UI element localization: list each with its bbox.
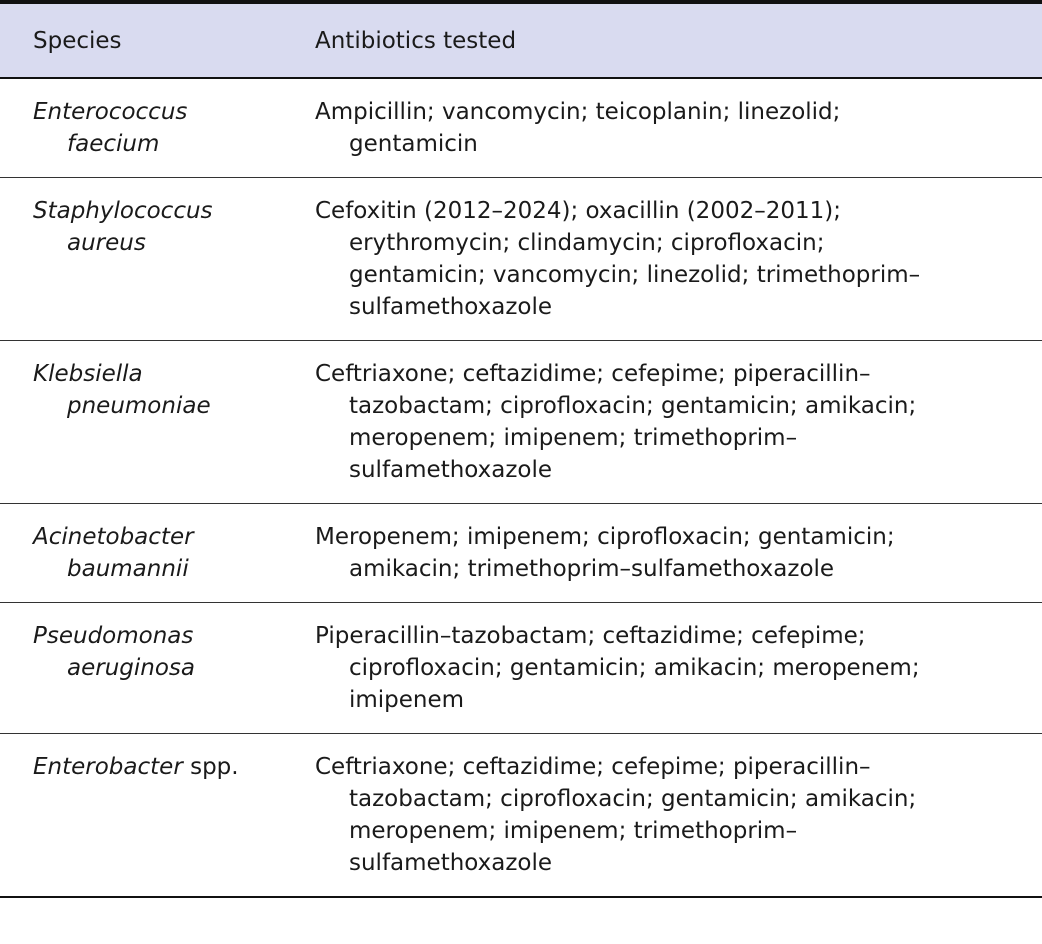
species-name-suffix: spp. xyxy=(182,754,239,780)
species-name-line-1: Enterococcus xyxy=(33,99,188,125)
antibiotics-line: meropenem; imipenem; trimethoprim– xyxy=(349,818,798,844)
antibiotics-cell xyxy=(282,734,1042,898)
species-cell xyxy=(0,603,282,734)
species-name-line-2: faecium xyxy=(67,131,160,157)
header-species: Species xyxy=(33,27,122,54)
species-cell xyxy=(0,341,282,504)
table-row xyxy=(0,603,1042,734)
table-row xyxy=(0,504,1042,603)
antibiotics-line: sulfamethoxazole xyxy=(349,457,553,483)
antibiotics-line: Ceftriaxone; ceftazidime; cefepime; piperacillin– xyxy=(315,754,871,780)
species-cell xyxy=(0,78,282,178)
table-row xyxy=(0,178,1042,341)
antibiotics-line: sulfamethoxazole xyxy=(349,294,553,320)
antibiotics-cell xyxy=(282,178,1042,341)
antibiotics-line: gentamicin; vancomycin; linezolid; trimethoprim– xyxy=(349,262,921,288)
antibiotics-line: Piperacillin–tazobactam; ceftazidime; cefepime; xyxy=(315,623,866,649)
table-body xyxy=(0,78,1042,897)
antibiotics-cell xyxy=(282,78,1042,178)
antibiotics-line: amikacin; trimethoprim–sulfamethoxazole xyxy=(349,556,835,582)
antibiotics-cell xyxy=(282,504,1042,603)
species-cell xyxy=(0,178,282,341)
antibiotics-line: erythromycin; clindamycin; ciprofloxacin; xyxy=(349,230,825,256)
species-name-line-1: Pseudomonas xyxy=(33,623,194,649)
header-antibiotics-tested: Antibiotics tested xyxy=(315,27,517,54)
species-name-line-2: aureus xyxy=(67,230,146,256)
species-cell xyxy=(0,734,282,898)
antibiotics-line: meropenem; imipenem; trimethoprim– xyxy=(349,425,798,451)
antibiotics-line: tazobactam; ciprofloxacin; gentamicin; amikacin; xyxy=(349,786,917,812)
species-cell xyxy=(0,504,282,603)
species-name-line-2: aeruginosa xyxy=(67,655,195,681)
species-name-italic: Enterobacter xyxy=(33,754,183,780)
antibiotics-line: sulfamethoxazole xyxy=(349,850,553,876)
header-row xyxy=(0,2,1042,78)
species-name-line-2: pneumoniae xyxy=(67,393,211,419)
table-row xyxy=(0,78,1042,178)
antibiotics-cell xyxy=(282,603,1042,734)
antibiotics-cell xyxy=(282,341,1042,504)
antibiotics-line: Cefoxitin (2012–2024); oxacillin (2002–2011); xyxy=(315,198,841,224)
species-name-line-1: Klebsiella xyxy=(33,361,143,387)
antibiotics-line: imipenem xyxy=(349,687,465,713)
table-header xyxy=(0,2,1042,78)
antibiotics-line: Ampicillin; vancomycin; teicoplanin; linezolid; xyxy=(315,99,841,125)
antibiotics-line: Meropenem; imipenem; ciprofloxacin; gentamicin; xyxy=(315,524,895,550)
antibiotics-line: gentamicin xyxy=(349,131,478,157)
antibiotics-line: tazobactam; ciprofloxacin; gentamicin; amikacin; xyxy=(349,393,917,419)
species-name-line-2: baumannii xyxy=(67,556,189,582)
table-row xyxy=(0,734,1042,898)
species-name-line-1: Acinetobacter xyxy=(33,524,194,550)
antibiotics-line: ciprofloxacin; gentamicin; amikacin; meropenem; xyxy=(349,655,920,681)
species-name-line-1: Staphylococcus xyxy=(33,198,213,224)
antibiotics-line: Ceftriaxone; ceftazidime; cefepime; piperacillin– xyxy=(315,361,871,387)
table-row xyxy=(0,341,1042,504)
